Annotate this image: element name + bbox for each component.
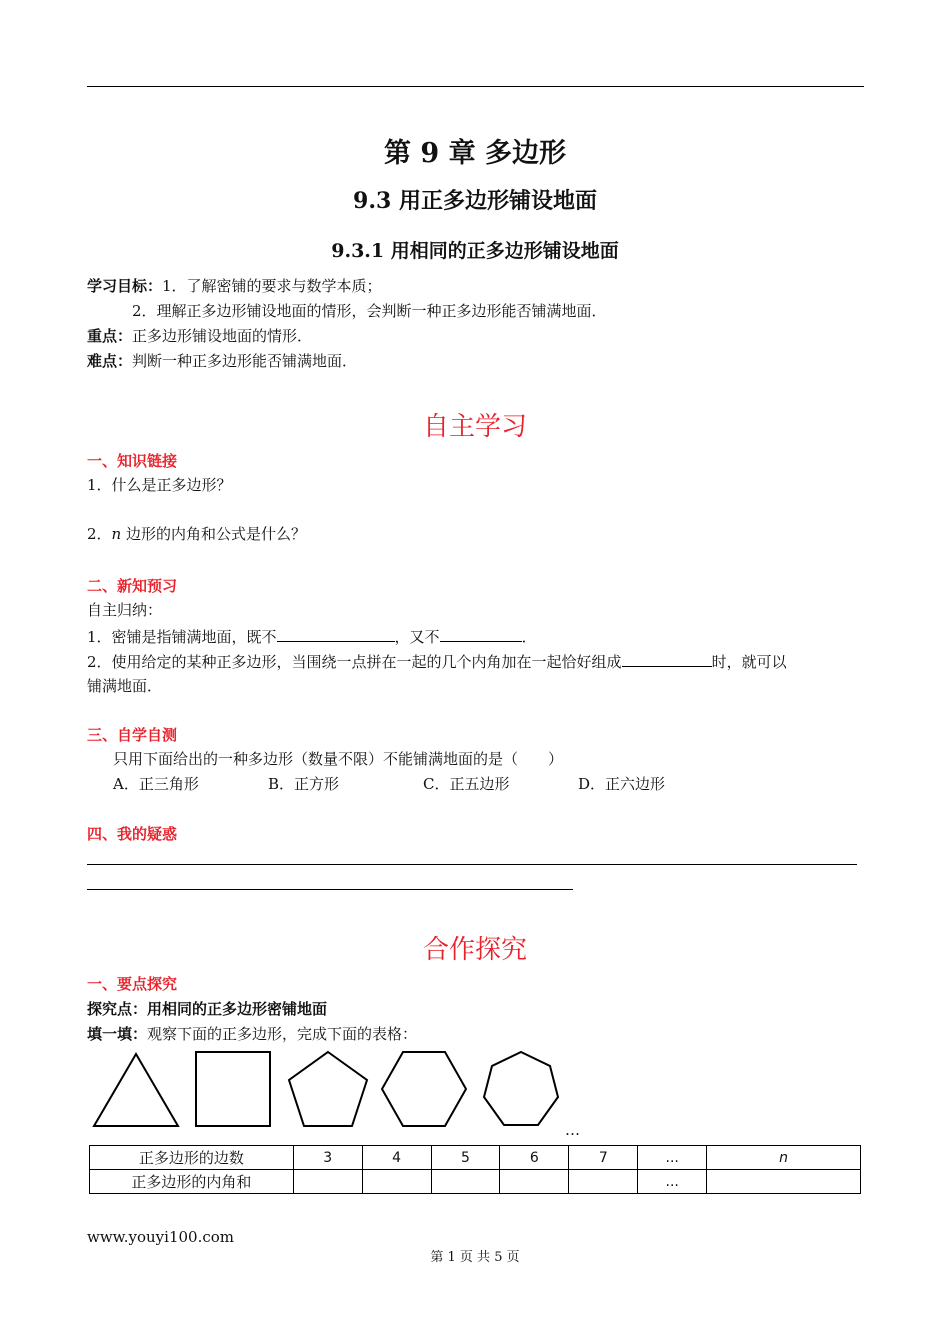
question-2 (87, 524, 306, 544)
preview-item-1-c: ． (521, 628, 537, 646)
self-test-heading: 三、自学自测 (87, 726, 178, 744)
table-cell: ... (638, 1146, 707, 1170)
preview-item-1-b: ，又不 (394, 628, 440, 646)
exploration-point: 探究点：用相同的正多边形密铺地面 (87, 1000, 328, 1018)
section-title: 9.3 用正多边形铺设地面 (353, 188, 597, 214)
question-2-text: 边形的内角和公式是什么？ (121, 525, 306, 543)
table-cell: n (707, 1146, 861, 1170)
top-rule (87, 86, 864, 87)
doubts-line-2[interactable] (87, 889, 573, 890)
table-input-cell[interactable] (293, 1170, 362, 1194)
table-input-cell[interactable] (500, 1170, 569, 1194)
preview-item-2-continued: 铺满地面． (87, 677, 163, 695)
key-point-label: 重点： (87, 327, 133, 345)
objectives-label: 学习目标： (87, 277, 163, 295)
objective-1: 1．了解密铺的要求与数学本质； (162, 277, 382, 295)
heptagon-icon (482, 1050, 560, 1130)
table-cell: 7 (569, 1146, 638, 1170)
blank-no-gap[interactable] (277, 625, 395, 642)
difficulty-label: 难点： (87, 352, 133, 370)
polygon-table (89, 1145, 861, 1194)
blank-no-overlap[interactable] (440, 625, 522, 642)
difficulty-text: 判断一种正多边形能否铺满地面． (132, 352, 358, 370)
self-test-options (113, 774, 733, 794)
cooperation-banner: 合作探究 (422, 935, 527, 965)
table-cell: ... (638, 1170, 707, 1194)
doubts-heading: 四、我的疑惑 (87, 825, 178, 843)
preview-intro: 自主归纳： (87, 601, 163, 619)
pentagon-icon (287, 1050, 369, 1128)
preview-item-2-b: 时，就可以 (711, 653, 787, 671)
hexagon-icon (380, 1050, 468, 1128)
key-exploration-heading: 一、要点探究 (87, 975, 178, 993)
question-2-variable: n (111, 525, 122, 543)
table-input-cell[interactable] (431, 1170, 500, 1194)
key-point (87, 326, 312, 346)
table-input-cell[interactable] (362, 1170, 431, 1194)
table-input-cell[interactable] (707, 1170, 861, 1194)
table-cell: 6 (500, 1146, 569, 1170)
option-a[interactable]: A．正三角形 (113, 775, 199, 793)
objectives (87, 276, 382, 296)
fill-in-text: 观察下面的正多边形，完成下面的表格： (147, 1025, 418, 1043)
question-2-prefix: 2． (87, 525, 112, 543)
chapter-title: 第 9 章 多边形 (384, 138, 566, 169)
table-cell: 正多边形的边数 (90, 1146, 294, 1170)
table-cell: 正多边形的内角和 (90, 1170, 294, 1194)
option-b[interactable]: B．正方形 (268, 775, 340, 793)
self-test-question: 只用下面给出的一种多边形（数量不限）不能铺满地面的是（ ） (113, 750, 564, 768)
preview-item-2-a: 2．使用给定的某种正多边形，当围绕一点拼在一起的几个内角加在一起恰好组成 (87, 653, 622, 671)
shapes-ellipsis: … (565, 1121, 580, 1139)
blank-angle-sum[interactable] (622, 650, 712, 667)
preview-item-2 (87, 650, 787, 672)
preview-heading: 二、新知预习 (87, 577, 178, 595)
table-cell: 5 (431, 1146, 500, 1170)
table-input-cell[interactable] (569, 1170, 638, 1194)
square-icon (194, 1050, 272, 1128)
option-c[interactable]: C．正五边形 (423, 775, 510, 793)
difficulty (87, 351, 357, 371)
page-number: 第 1 页 共 5 页 (430, 1250, 520, 1265)
table-cell: 3 (293, 1146, 362, 1170)
knowledge-link-heading: 一、知识链接 (87, 452, 178, 470)
key-point-text: 正多边形铺设地面的情形． (132, 327, 313, 345)
subsection-title: 9.3.1 用相同的正多边形铺设地面 (331, 240, 619, 262)
self-study-banner: 自主学习 (422, 412, 527, 442)
fill-in-instruction (87, 1024, 417, 1044)
fill-in-label: 填一填： (87, 1025, 148, 1043)
table-row (90, 1146, 861, 1170)
triangle-icon (92, 1052, 180, 1128)
footer-url[interactable]: www.youyi100.com (87, 1228, 234, 1246)
table-cell: 4 (362, 1146, 431, 1170)
doubts-line-1[interactable] (87, 864, 857, 865)
question-1: 1．什么是正多边形？ (87, 476, 232, 494)
preview-item-1-a: 1．密铺是指铺满地面，既不 (87, 628, 277, 646)
option-d[interactable]: D．正六边形 (578, 775, 666, 793)
objective-2: 2．理解正多边形铺设地面的情形，会判断一种正多边形能否铺满地面． (132, 302, 607, 320)
table-row (90, 1170, 861, 1194)
preview-item-1 (87, 625, 537, 647)
